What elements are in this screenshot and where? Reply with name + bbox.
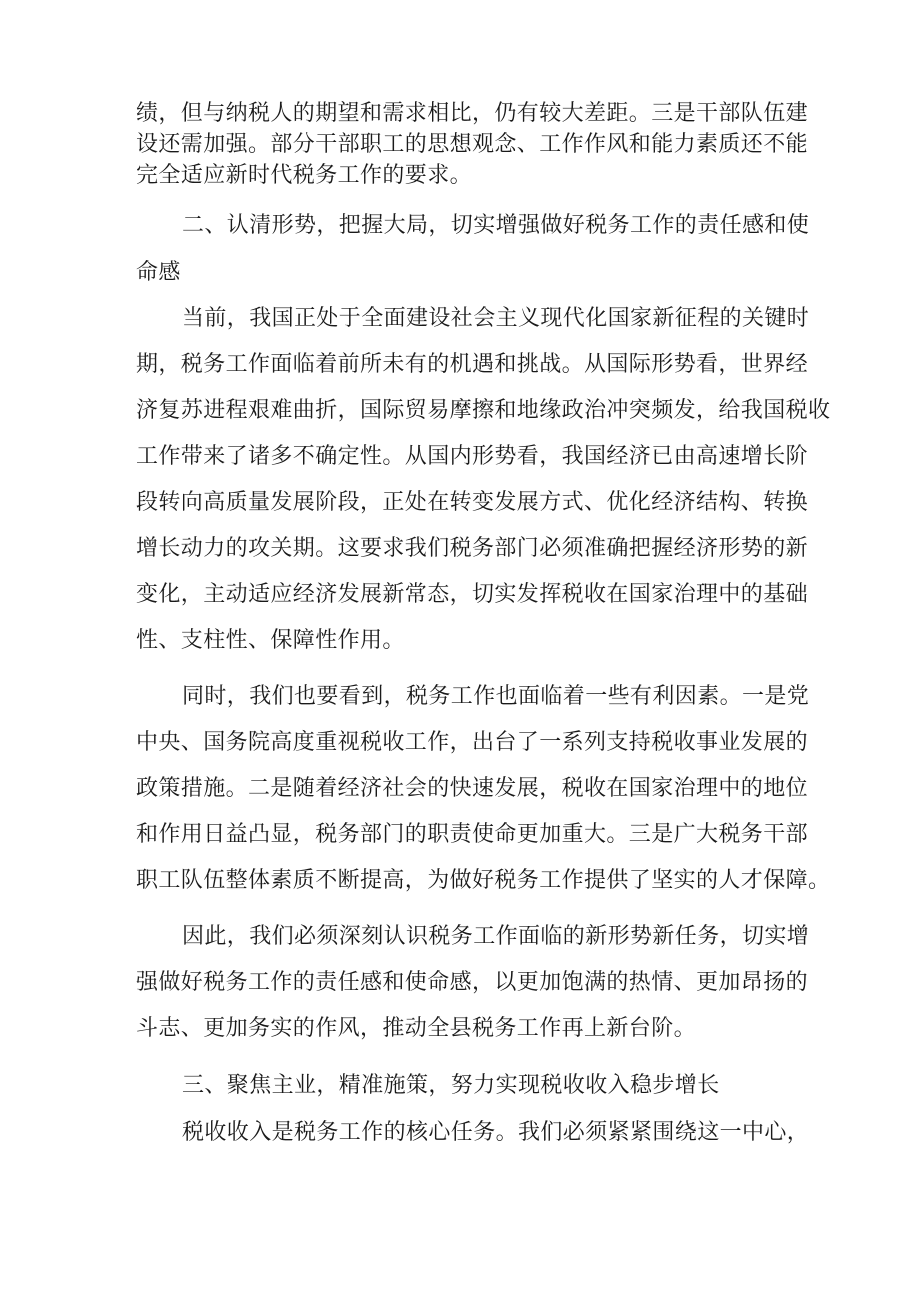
- body-text-line: 和作用日益凸显，税务部门的职责使命更加重大。三是广大税务干部: [136, 822, 809, 847]
- body-text-line: 济复苏进程艰难曲折，国际贸易摩擦和地缘政治冲突频发，给我国税收: [136, 398, 831, 423]
- body-text-line: 段转向高质量发展阶段，正处在转变发展方式、优化经济结构、转换: [136, 490, 809, 515]
- body-text-line: 完全适应新时代税务工作的要求。: [136, 163, 473, 188]
- body-text-line: 当前，我国正处于全面建设社会主义现代化国家新征程的关键时: [182, 306, 810, 331]
- body-text-line: 中央、国务院高度重视税收工作，出台了一系列支持税收事业发展的: [136, 730, 809, 755]
- section-heading-line: 命感: [136, 260, 181, 285]
- body-text-line: 同时，我们也要看到，税务工作也面临着一些有利因素。一是党: [182, 684, 810, 709]
- body-text-line: 斗志、更加务实的作风，推动全县税务工作再上新台阶。: [136, 1016, 697, 1041]
- body-text-line: 税收收入是税务工作的核心任务。我们必须紧紧围绕这一中心，: [182, 1120, 810, 1145]
- body-text-line: 工作带来了诸多不确定性。从国内形势看，我国经济已由高速增长阶: [136, 444, 809, 469]
- body-text-line: 强做好税务工作的责任感和使命感，以更加饱满的热情、更加昂扬的: [136, 970, 809, 995]
- section-heading-line: 二、认清形势，把握大局，切实增强做好税务工作的责任感和使: [182, 213, 810, 238]
- body-text-line: 因此，我们必须深刻认识税务工作面临的新形势新任务，切实增: [182, 924, 810, 949]
- body-text-line: 期，税务工作面临着前所未有的机遇和挑战。从国际形势看，世界经: [136, 352, 809, 377]
- body-text-line: 变化，主动适应经济发展新常态，切实发挥税收在国家治理中的基础: [136, 582, 809, 607]
- body-text-line: 职工队伍整体素质不断提高，为做好税务工作提供了坚实的人才保障。: [136, 868, 831, 893]
- body-text-line: 政策措施。二是随着经济社会的快速发展，税收在国家治理中的地位: [136, 776, 809, 801]
- section-heading-line: 三、聚焦主业，精准施策，努力实现税收收入稳步增长: [182, 1073, 720, 1098]
- body-text-line: 绩，但与纳税人的期望和需求相比，仍有较大差距。三是干部队伍建: [136, 101, 809, 126]
- body-text-line: 设还需加强。部分干部职工的思想观念、工作作风和能力素质还不能: [136, 132, 809, 157]
- body-text-line: 增长动力的攻关期。这要求我们税务部门必须准确把握经济形势的新: [136, 536, 809, 561]
- body-text-line: 性、支柱性、保障性作用。: [136, 628, 405, 653]
